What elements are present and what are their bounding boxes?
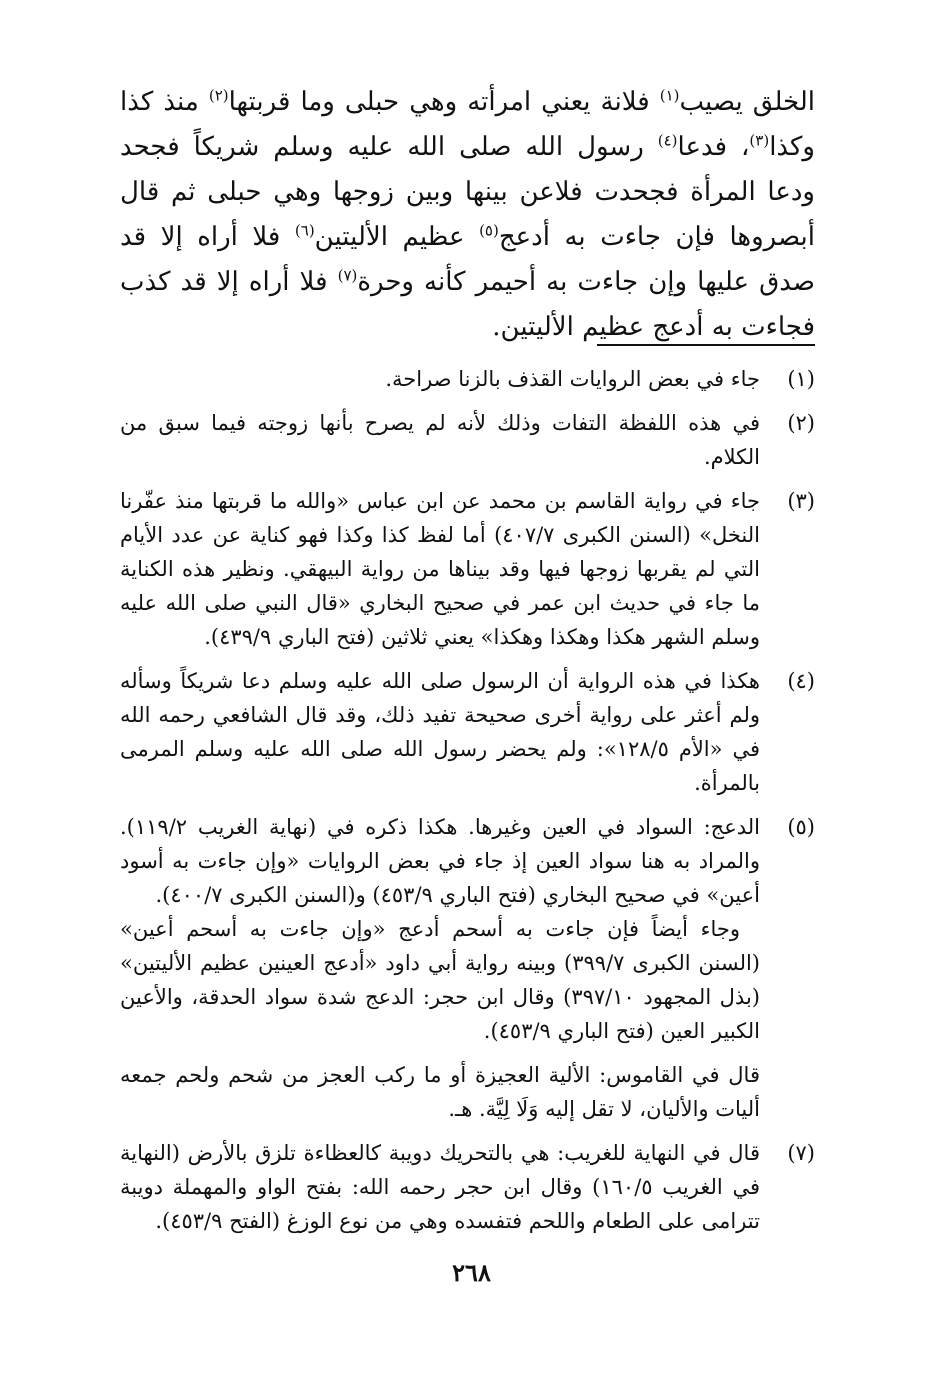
footnote-number: (٢): [787, 411, 815, 435]
footnote-text: جاء في رواية القاسم بن محمد عن ابن عباس «والله ما قربتها منذ عفّرنا النخل» (السنن الكبرى ٤٠٧/٧) أما لفظ كذا وكذا فهو كناية عن عدد الأيام التي لم يقربها زوجها فيها وقد بيناها من رواية البيهقي. ونظير هذه الكناية ما جاء في حديث ابن عمر في صحيح البخاري «قال النبي صلى الله عليه وسلم الشهر هكذا وهكذا وهكذا» يعني ثلاثين (فتح الباري ٤٣٩/٩).: [120, 489, 760, 649]
footnote-ref-2: (٢): [208, 86, 229, 105]
main-text-segment: الخلق يصيب: [679, 87, 815, 117]
footnotes: [120, 362, 815, 1248]
main-text-segment: فلانة يعني امرأته وهي حبلى وما قربتها: [228, 87, 660, 117]
footnote-7: [120, 1136, 815, 1238]
footnote-text: قال في القاموس: الألية العجيزة أو ما ركب العجز من شحم ولحم جمعه أليات والأليان، لا تقل إليه وَلَا لِيَّة. هـ.: [120, 1063, 760, 1121]
main-text-segment: رسول الله صلى الله عليه وسلم شريكاً فجحد ودعا المرأة فجحدت فلاعن بينها وبين زوجها وهي حبلى ثم قال أبصروها فإن جاءت به أدعج: [120, 132, 815, 252]
footnote-continuation: وجاء أيضاً فإن جاءت به أسحم أدعج «وإن جاءت به أسحم أعين» (السنن الكبرى ٣٩٩/٧) وبينه رواية أبي داود «أدعج العينين عظيم الأليتين» (بذل المجهود ٣٩٧/١٠) وقال ابن حجر: الدعج شدة سواد الحدقة، والأعين الكبير العين (فتح الباري ٤٥٣/٩).: [120, 917, 760, 1043]
footnote-3: [120, 484, 815, 654]
footnote-text: هكذا في هذه الرواية أن الرسول صلى الله عليه وسلم دعا شريكاً وسأله ولم أعثر على رواية أخرى صحيحة تفيد ذلك، وقد قال الشافعي رحمه الله في «الأم ١٢٨/٥»: ولم يحضر رسول الله صلى الله عليه وسلم المرمى بالمرأة.: [120, 669, 760, 795]
footnote-4: [120, 664, 815, 800]
footnote-separator: [597, 344, 815, 346]
footnote-text: الدعج: السواد في العين وغيرها. هكذا ذكره في (نهاية الغريب ١١٩/٢). والمراد به هنا سواد العين إذ جاء في بعض الروايات «وإن جاءت به أسود أعين» في صحيح البخاري (فتح الباري ٤٥٣/٩) و(السنن الكبرى ٤٠٠/٧).: [120, 815, 760, 907]
main-paragraph: [120, 80, 815, 350]
footnote-number: (١): [787, 367, 815, 391]
footnote-5: [120, 810, 815, 1048]
footnote-ref-1: (١): [659, 86, 680, 105]
footnote-1: [120, 362, 815, 396]
main-text-segment: عظيم الأليتين: [314, 222, 480, 252]
main-text-segment: فلا أراه إلا قد صدق عليها وإن جاءت به أحيمر كأنه وحرة: [120, 222, 815, 297]
footnote-text: جاء في بعض الروايات القذف بالزنا صراحة.: [385, 367, 760, 391]
main-text-segment: منذ كذا وكذا: [120, 87, 815, 162]
footnote-number: (٥): [787, 815, 815, 839]
footnote-ref-3: (٣): [749, 131, 770, 150]
footnote-6: [120, 1058, 815, 1126]
main-text: [120, 80, 815, 350]
footnote-number: (٤): [787, 669, 815, 693]
footnote-ref-5: (٥): [479, 221, 499, 240]
footnote-2: [120, 406, 815, 474]
footnote-ref-4: (٤): [657, 131, 678, 150]
main-text-segment: ، فدعا: [677, 132, 750, 162]
page-number: ٢٦٨: [452, 1258, 491, 1287]
footnote-number: (٧): [787, 1141, 815, 1165]
footnote-text: قال في النهاية للغريب: هي بالتحريك دويبة كالعظاءة تلزق بالأرض (النهاية في الغريب ١٦٠/٥) وقال ابن حجر رحمه الله: بفتح الواو والمهملة دويبة تترامى على الطعام واللحم فتفسده وهي من نوع الوزغ (الفتح ٤٥٣/٩).: [120, 1141, 760, 1233]
footnote-text: في هذه اللفظة التفات وذلك لأنه لم يصرح بأنها زوجته فيما سبق من الكلام.: [120, 411, 760, 469]
footnote-ref-7: (٧): [337, 266, 358, 285]
footnote-number: (٣): [787, 489, 815, 513]
main-text-segment: فلا أراه إلا قد كذب فجاءت به أدعج عظيم الأليتين.: [120, 267, 815, 342]
footnote-ref-6: (٦): [294, 221, 315, 240]
